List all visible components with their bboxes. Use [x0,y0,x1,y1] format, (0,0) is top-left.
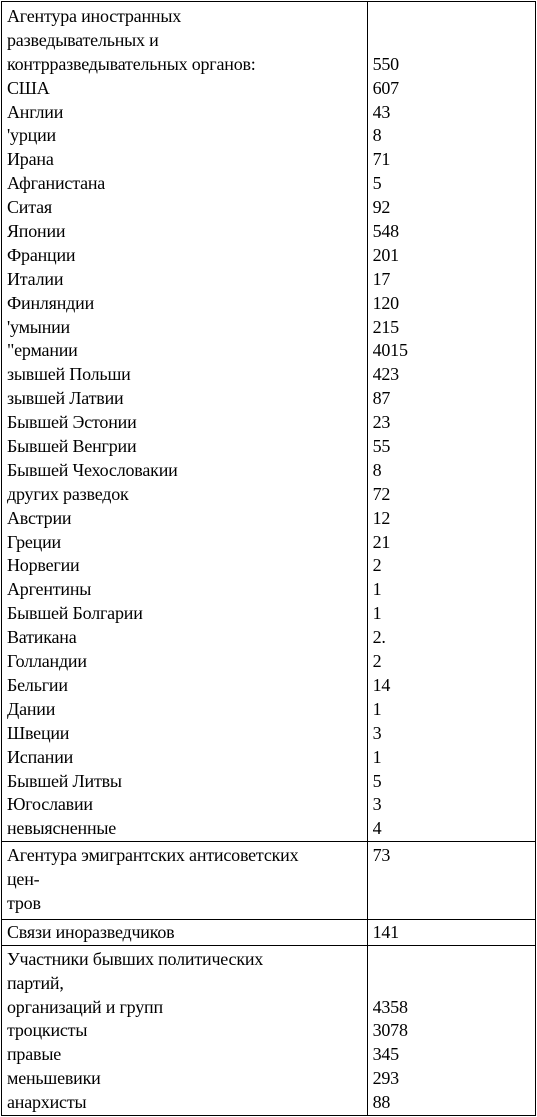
text-line: анархисты [7,1092,87,1113]
text-line: контрразведывательных органов: [7,53,256,74]
section-value-cell [367,842,535,920]
text-line: Норвегии [7,555,80,576]
text-line: Англии [7,101,64,122]
text-line: 'урции [7,125,56,146]
text-line: Бывшей Чехословакии [7,459,178,480]
text-line: 2 [372,555,382,576]
text-line: Участники бывших политических [7,948,264,969]
text-line: 120 [372,292,399,313]
text-line: 55 [372,436,391,457]
text-line: 73 [372,845,391,866]
text-line: 1 [372,603,382,624]
text-line: 1 [372,746,382,767]
text-line: Агентура эмигрантских антисоветских [7,845,299,866]
section-label-cell [2,842,368,920]
text-line: 548 [372,221,399,242]
text-line: Греции [7,531,61,552]
text-line: Голландии [7,651,87,672]
text-line: США [7,77,50,98]
text-line: цен- [7,869,40,890]
section-foreign-agents [2,2,536,842]
text-line: 1 [372,698,382,719]
text-line: Бывшей Болгарии [7,603,143,624]
text-line: 88 [372,1092,391,1113]
text-line: 14 [372,674,391,695]
section-political-parties [2,945,536,1115]
text-line: Югославии [7,794,93,815]
text-line: Испании [7,746,74,767]
table-body [2,2,536,1116]
text-line: 72 [372,483,391,504]
text-line: Австрии [7,507,72,528]
text-line: 141 [372,921,399,942]
text-line: 71 [372,149,391,170]
text-line: 'умынии [7,316,70,337]
text-line: Ситая [7,197,52,218]
section-foreign-intel-contacts [2,919,536,945]
text-line: Афганистана [7,173,106,194]
text-line: 2 [372,651,382,672]
text-line: Дании [7,698,56,719]
text-line: Бывшей Венгрии [7,436,137,457]
text-line: 201 [372,244,399,265]
text-line: Финляндии [7,292,95,313]
text-line: зывшей Польши [7,364,131,385]
text-line: 4358 [372,996,408,1017]
text-line: 3078 [372,1020,408,1041]
text-line: 2. [372,627,386,648]
text-line: 4 [372,818,382,839]
text-line: 215 [372,316,399,337]
text-line: Италии [7,268,64,289]
text-line: Аргентины [7,579,92,600]
text-line: 550 [372,53,399,74]
section-label-cell [2,919,368,945]
text-line: меньшевики [7,1068,101,1089]
text-line: Швеции [7,722,70,743]
text-line: Бывшей Литвы [7,770,122,791]
section-label-cell [2,945,368,1115]
text-line: 345 [372,1044,399,1065]
text-line: 8 [372,125,382,146]
text-line: организаций и групп [7,996,163,1017]
text-line: 5 [372,173,382,194]
text-line: 8 [372,459,382,480]
text-line: 4015 [372,340,408,361]
section-value-cell [367,945,535,1115]
text-line: 423 [372,364,399,385]
text-line [373,29,531,53]
text-line: 43 [372,101,391,122]
text-line: 3 [372,794,382,815]
text-line: невыясненные [7,818,117,839]
section-value-cell [367,2,535,842]
text-line: 12 [372,507,391,528]
text-line: Ватикана [7,627,77,648]
section-value-cell [367,919,535,945]
text-line [373,5,531,29]
text-line: 21 [372,531,391,552]
text-line: зывшей Латвии [7,388,124,409]
text-line: 5 [372,770,382,791]
text-line: других разведок [7,483,129,504]
text-line: троцкисты [7,1020,88,1041]
section-emigrant-agents [2,842,536,920]
text-line: партий, [7,972,64,993]
text-line: тров [7,892,41,913]
text-line: 293 [372,1068,399,1089]
text-line: 23 [372,412,391,433]
text-line [373,948,531,972]
text-line: "ермании [7,340,78,361]
text-line: Бельгии [7,674,68,695]
text-line: 607 [372,77,399,98]
text-line: 87 [372,388,391,409]
text-line [373,868,531,892]
text-line: 3 [372,722,382,743]
text-line: Японии [7,221,66,242]
text-line [373,972,531,996]
text-line: Франции [7,244,76,265]
text-line: 92 [372,197,391,218]
text-line: 1 [372,579,382,600]
text-line: разведывательных и [7,29,159,50]
section-label-cell [2,2,368,842]
text-line: Ирана [7,149,54,170]
text-line: 17 [372,268,391,289]
text-line: Агентура иностранных [7,6,182,26]
document-table [1,1,536,1116]
text-line: Бывшей Эстонии [7,412,137,433]
text-line [373,892,531,916]
text-line: Связи иноразведчиков [7,921,175,942]
text-line: правые [7,1044,62,1065]
